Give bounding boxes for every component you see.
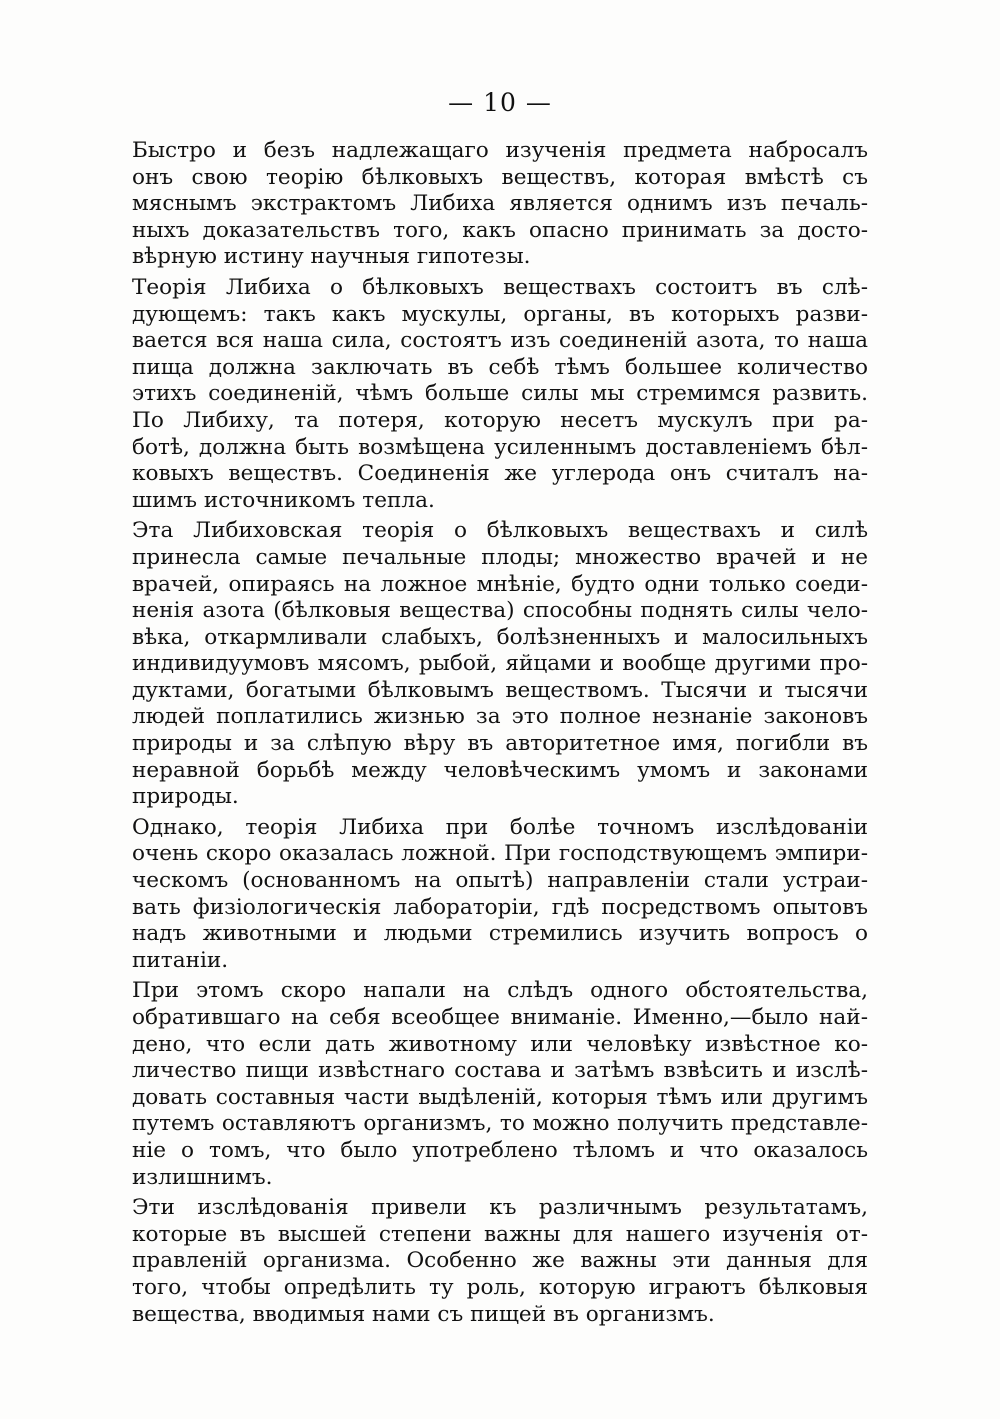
text-line: очень скоро оказалась ложной. При господствующемъ эмпири- — [132, 841, 868, 867]
paragraph-2 — [132, 275, 868, 514]
text-line: которые въ высшей степени важны для нашего изученія от- — [132, 1221, 868, 1247]
body-text — [132, 138, 868, 1332]
text-line: этихъ соединеній, чѣмъ больше силы мы стремимся развить. — [132, 381, 868, 407]
text-line: личество пищи извѣстнаго состава и затѣмъ взвѣсить и изслѣ- — [132, 1058, 868, 1084]
text-line: вается вся наша сила, состоятъ изъ соединеній азота, то наша — [132, 328, 868, 354]
text-line: правленій организма. Особенно же важны эти данныя для — [132, 1248, 868, 1274]
paragraph-4 — [132, 815, 868, 975]
text-line: дено, что если дать животному или человѣку извѣстное ко- — [132, 1031, 868, 1057]
text-line: шимъ источникомъ тепла. — [132, 487, 435, 513]
paragraph-5 — [132, 978, 868, 1191]
page-number: — 10 — — [448, 88, 552, 117]
text-line: Эти изслѣдованія привели къ различнымъ результатамъ, — [132, 1195, 868, 1221]
text-line: ковыхъ веществъ. Соединенія же углерода онъ считалъ на- — [132, 461, 868, 487]
text-line: ныхъ доказательствъ того, какъ опасно принимать за досто- — [132, 217, 868, 243]
text-line: довать составныя части выдѣленій, которыя тѣмъ или другимъ — [132, 1084, 868, 1110]
text-line: питаніи. — [132, 947, 229, 973]
text-line: вѣрную истину научныя гипотезы. — [132, 244, 531, 270]
text-line: природы. — [132, 784, 239, 810]
text-line: надъ животными и людьми стремились изучить вопросъ о — [132, 921, 868, 947]
text-line: врачей, опираясь на ложное мнѣніе, будто одни только соеди- — [132, 571, 868, 597]
text-line: мяснымъ экстрактомъ Либиха является однимъ изъ печаль- — [132, 191, 868, 217]
text-line: того, чтобы опредѣлить ту роль, которую играютъ бѣлковыя — [132, 1274, 868, 1300]
text-line: обратившаго на себя всеобщее вниманіе. Именно,—было най- — [132, 1005, 868, 1030]
text-line: индивидуумовъ мясомъ, рыбой, яйцами и вообще другими про- — [132, 651, 868, 677]
text-line: вать физіологическія лабораторіи, гдѣ посредствомъ опытовъ — [132, 894, 868, 920]
text-line: излишнимъ. — [132, 1164, 273, 1190]
text-line: вещества, вводимыя нами съ пищей въ организмъ. — [132, 1301, 715, 1327]
text-line: Однако, теорія Либиха при болѣе точномъ изслѣдованіи — [132, 814, 868, 840]
text-line: дуктами, богатыми бѣлковымъ веществомъ. Тысячи и тысячи — [132, 677, 868, 703]
text-line: Быстро и безъ надлежащаго изученія предмета набросалъ — [132, 138, 868, 163]
text-line: ненія азота (бѣлковыя вещества) способны поднять силы чело- — [132, 598, 868, 624]
text-line: онъ свою теорію бѣлковыхъ веществъ, которая вмѣстѣ съ — [132, 164, 868, 190]
text-line: По Либиху, та потеря, которую несетъ мускулъ при ра- — [132, 407, 868, 433]
text-line: принесла самые печальные плоды; множество врачей и не — [132, 544, 868, 570]
text-line: пища должна заключать въ себѣ тѣмъ большее количество — [132, 354, 868, 380]
text-line: неравной борьбѣ между человѣческимъ умомъ и законами — [132, 757, 868, 783]
text-line: дующемъ: такъ какъ мускулы, органы, въ которыхъ разви- — [132, 301, 868, 327]
paragraph-3 — [132, 518, 868, 811]
text-line: людей поплатились жизнью за это полное незнаніе законовъ — [132, 704, 868, 730]
text-line: При этомъ скоро напали на слѣдъ одного обстоятельства, — [132, 978, 868, 1004]
paragraph-1 — [132, 138, 868, 271]
text-line: природы и за слѣпую вѣру въ авторитетное имя, погибли въ — [132, 731, 868, 757]
text-line: Эта Либиховская теорія о бѣлковыхъ веществахъ и силѣ — [132, 518, 868, 544]
text-line: ботѣ, должна быть возмѣщена усиленнымъ доставленіемъ бѣл- — [132, 434, 868, 460]
text-line: вѣка, откармливали слабыхъ, болѣзненныхъ и малосильныхъ — [132, 624, 868, 650]
text-line: Теорія Либиха о бѣлковыхъ веществахъ состоитъ въ слѣ- — [132, 274, 868, 300]
paragraph-6 — [132, 1195, 868, 1328]
text-line: путемъ оставляютъ организмъ, то можно получить представле- — [132, 1111, 868, 1137]
text-line: ніе о томъ, что было употреблено тѣломъ и что оказалось — [132, 1137, 868, 1163]
text-line: ческомъ (основанномъ на опытѣ) направленіи стали устраи- — [132, 868, 868, 894]
